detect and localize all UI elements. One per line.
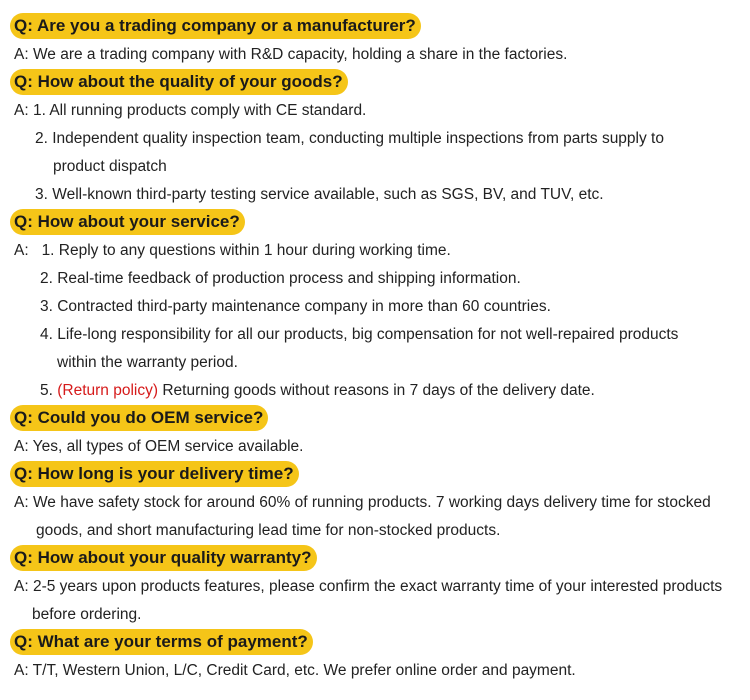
faq-answer-2-line-1: A: 1. All running products comply with CE standard. bbox=[14, 102, 367, 119]
faq-question-7: Q: What are your terms of payment? bbox=[10, 629, 313, 655]
return-policy-number: 5. bbox=[40, 382, 58, 399]
faq-answer-1: A: We are a trading company with R&D capacity, holding a share in the factories. bbox=[14, 46, 568, 63]
return-policy-label: (Return policy) bbox=[57, 382, 159, 399]
faq-answer-3-line-6 bbox=[40, 380, 595, 402]
faq-answer-3-line-5: within the warranty period. bbox=[57, 354, 238, 371]
faq-answer-3-line-3: 3. Contracted third-party maintenance company in more than 60 countries. bbox=[40, 298, 551, 315]
faq-answer-5-line-1: A: We have safety stock for around 60% of running products. 7 working days delivery time for stocked bbox=[14, 494, 711, 511]
faq-answer-3-line-1: A: 1. Reply to any questions within 1 hour during working time. bbox=[14, 242, 451, 259]
faq-question-6: Q: How about your quality warranty? bbox=[10, 545, 317, 571]
faq-answer-4: A: Yes, all types of OEM service available. bbox=[14, 438, 304, 455]
faq-question-1: Q: Are you a trading company or a manufacturer? bbox=[10, 13, 421, 39]
faq-question-2: Q: How about the quality of your goods? bbox=[10, 69, 348, 95]
return-policy-text: Returning goods without reasons in 7 days of the delivery date. bbox=[158, 382, 595, 399]
faq-answer-2-line-3: product dispatch bbox=[53, 158, 167, 175]
faq-answer-2-line-2: 2. Independent quality inspection team, conducting multiple inspections from parts supply to bbox=[35, 130, 664, 147]
faq-question-3: Q: How about your service? bbox=[10, 209, 245, 235]
faq-answer-5-line-2: goods, and short manufacturing lead time for non-stocked products. bbox=[36, 522, 501, 539]
faq-answer-3-line-2: 2. Real-time feedback of production process and shipping information. bbox=[40, 270, 521, 287]
faq-answer-2-line-4: 3. Well-known third-party testing service available, such as SGS, BV, and TUV, etc. bbox=[35, 186, 604, 203]
faq-answer-6-line-2: before ordering. bbox=[32, 606, 142, 623]
faq-question-4: Q: Could you do OEM service? bbox=[10, 405, 268, 431]
faq-question-5: Q: How long is your delivery time? bbox=[10, 461, 299, 487]
faq-answer-6-line-1: A: 2-5 years upon products features, please confirm the exact warranty time of your interested products bbox=[14, 578, 723, 595]
faq-answer-7: A: T/T, Western Union, L/C, Credit Card, etc. We prefer online order and payment. bbox=[14, 662, 576, 679]
faq-answer-3-line-4: 4. Life-long responsibility for all our products, big compensation for not well-repaired products bbox=[40, 326, 679, 343]
